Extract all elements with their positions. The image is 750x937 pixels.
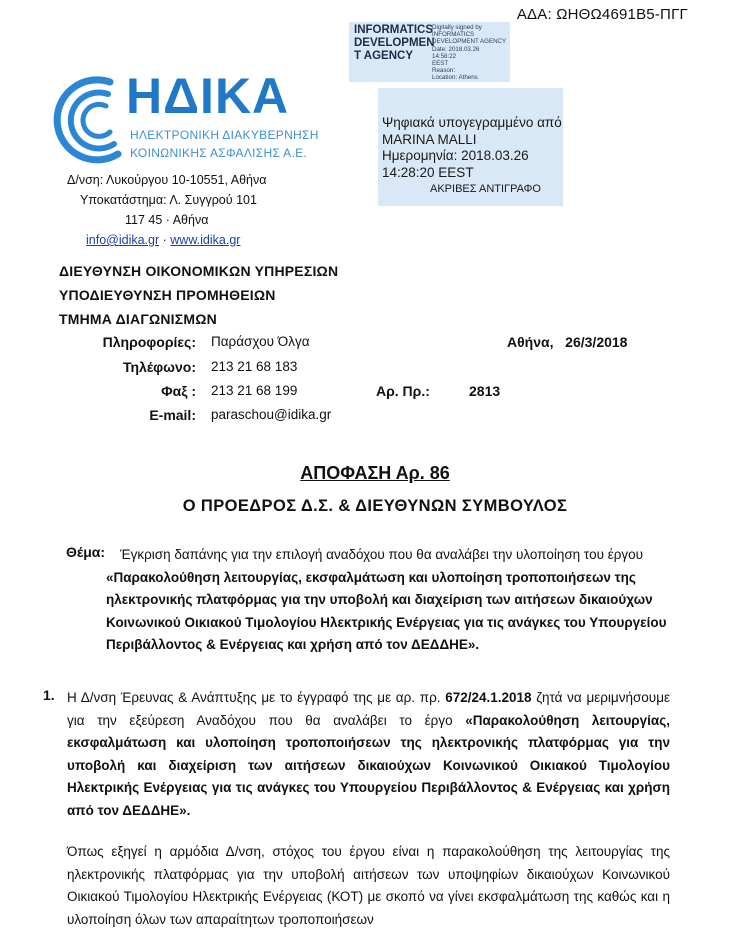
address-links xyxy=(86,233,240,247)
protocol-label: Αρ. Πρ.: xyxy=(376,383,430,399)
fax-value: 213 21 68 199 xyxy=(211,383,298,398)
signed-by-label: Ψηφιακά υπογεγραμμένο από xyxy=(382,115,562,130)
logo-name: ΗΔΙΚΑ xyxy=(126,68,290,124)
phone-label: Τηλέφωνο: xyxy=(122,359,196,375)
signature-details: Digitally signed by INFORMATICS DEVELOPMENT AGENCY Date: 2018.03.26 14:58:22 EEST Reason: Location: Athens xyxy=(432,24,507,82)
signature-time: 14:28:20 EEST xyxy=(382,164,474,180)
address-line-3: 117 45 · Αθήνα xyxy=(125,213,209,227)
address-line-2: Υποκατάστημα: Λ. Συγγρού 101 xyxy=(80,193,257,207)
website-link[interactable]: www.idika.gr xyxy=(170,233,241,247)
ada-number: ΑΔΑ: ΩΗΘΩ4691Β5-ΠΓΓ xyxy=(516,6,688,23)
item-number: 1. xyxy=(43,687,55,703)
email-value: paraschou@idika.gr xyxy=(211,407,332,422)
department-2: ΥΠΟΔΙΕΥΘΥΝΣΗ ΠΡΟΜΗΘΕΙΩΝ xyxy=(59,287,276,303)
signature-text xyxy=(382,115,562,181)
signature-date: Ημερομηνία: 2018.03.26 xyxy=(382,148,529,163)
link-separator: · xyxy=(162,233,167,247)
paragraph-2: Όπως εξηγεί η αρμόδια Δ/νση, στόχος του έργου είναι η παρακολούθηση της λειτουργίας της ηλεκτρονικής πλατφόρμας για την υποβολή αιτήσεων των υποψηφίων δικαιούχων Κοινωνικού Οικιακού Τιμολογίου Ηλεκτρικής Ενέργειας (ΚΟΤ) με σκοπό να γίνει εκσφαλμάτωση της καθώς και η υλοποίηση όλων των απαραίτητων τροποποιήσεων xyxy=(67,844,670,927)
email-link[interactable]: info@idika.gr xyxy=(86,233,160,247)
fax-label: Φαξ : xyxy=(161,383,196,399)
department-1: ΔΙΕΥΘΥΝΣΗ ΟΙΚΟΝΟΜΙΚΩΝ ΥΠΗΡΕΣΙΩΝ xyxy=(59,263,339,279)
subject-text: Έγκριση δαπάνης για την επιλογή αναδόχου που θα αναλάβει την υλοποίηση του έργου «Παρακολούθηση λειτουργίας, εκσφαλμάτωση και υλοποίηση τροποποιήσεων της ηλεκτρονικής πλατφόρμας για την υποβολή και διαχείριση των αιτήσεων δικαιούχων Κοινωνικού Οικιακού Τιμολογίου Ηλεκτρικής Ενέργειας για τις ανάγκες του Υπουργείου Περιβάλλοντος & Ενέργειας και χρήση από τον ΔΕΔΔΗΕ». xyxy=(106,547,667,652)
place-date: Αθήνα, 26/3/2018 xyxy=(507,334,628,350)
logo-subtitle-2: ΚΟΙΝΩΝΙΚΗΣ ΑΣΦΑΛΙΣΗΣ Α.Ε. xyxy=(130,146,308,160)
phone-value: 213 21 68 183 xyxy=(211,359,298,374)
item1-paragraph: Η Δ/νση Έρευνας & Ανάπτυξης με το έγγραφό της με αρ. πρ. 672/24.1.2018 ζητά να μεριμνήσουμε για την εξεύρεση Αναδόχου που θα αναλάβει το έργο «Παρακολούθηση λειτουργίας, εκσφαλμάτωση και υλοποίηση τροποποιήσεων της ηλεκτρονικής πλατφόρμας για την υποβολή και διαχείριση των αιτήσεων δικαιούχων Κοινωνικού Οικιακού Τιμολογίου Ηλεκτρικής Ενέργειας για τις ανάγκες του Υπουργείου Περιβάλλοντος & Ενέργειας και χρήση από τον ΔΕΔΔΗΕ». xyxy=(67,690,670,818)
protocol-value: 2813 xyxy=(469,383,501,399)
signer-name: MARINA MALLI xyxy=(382,131,477,147)
department-3: ΤΜΗΜΑ ΔΙΑΓΩΝΙΣΜΩΝ xyxy=(59,311,217,327)
address-line-1: Δ/νση: Λυκούργου 10-10551, Αθήνα xyxy=(67,173,267,187)
email-label: E-mail: xyxy=(149,407,196,423)
certified-copy-label: ΑΚΡΙΒΕΣ ΑΝΤΙΓΡΑΦΟ xyxy=(430,183,541,195)
logo-subtitle-1: ΗΛΕΚΤΡΟΝΙΚΗ ΔΙΑΚΥΒΕΡΝΗΣΗ xyxy=(130,128,319,142)
signature-org: INFORMATICS DEVELOPMEN T AGENCY xyxy=(354,24,435,62)
decision-title: ΑΠΟΦΑΣΗ Αρ. 86 xyxy=(300,463,450,483)
info-value: Παράσχου Όλγα xyxy=(211,334,310,349)
decision-subtitle: Ο ΠΡΟΕΔΡΟΣ Δ.Σ. & ΔΙΕΥΘΥΝΩΝ ΣΥΜΒΟΥΛΟΣ xyxy=(182,497,568,515)
subject-label: Θέμα: xyxy=(66,544,106,560)
info-label: Πληροφορίες: xyxy=(102,334,196,350)
